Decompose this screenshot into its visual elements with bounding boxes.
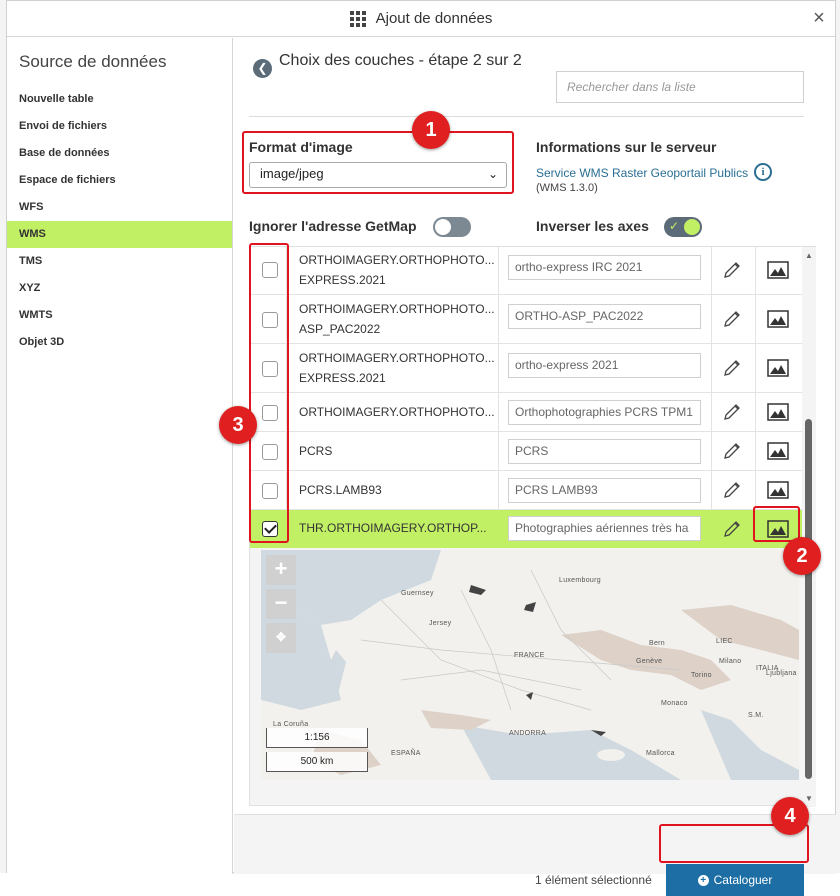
map-label: Monaco	[661, 700, 688, 707]
image-format-label: Format d'image	[249, 139, 353, 155]
map-label: Torino	[691, 672, 712, 679]
pencil-icon[interactable]	[722, 309, 742, 329]
layer-row[interactable]	[250, 295, 802, 344]
chevron-down-icon: ⌄	[487, 167, 498, 181]
scale-ratio: 1:156	[266, 728, 368, 748]
pencil-icon[interactable]	[722, 402, 742, 422]
grid-icon	[350, 11, 366, 27]
layer-name-line1: ORTHOIMAGERY.ORTHOPHOTO...	[299, 351, 495, 365]
layer-name-line1: ORTHOIMAGERY.ORTHOPHOTO...	[299, 405, 495, 419]
sidebar-item-wfs[interactable]: WFS	[19, 201, 44, 213]
sidebar-item-objet-3d[interactable]: Objet 3D	[19, 336, 65, 348]
annotation-badge-3: 3	[219, 406, 257, 444]
dialog-titlebar	[7, 1, 835, 37]
pencil-icon[interactable]	[722, 260, 742, 280]
scroll-thumb[interactable]	[805, 419, 812, 779]
sidebar	[7, 38, 233, 874]
map-label: Bern	[649, 640, 665, 647]
map-label: LIEC	[716, 638, 733, 645]
image-format-value: image/jpeg	[260, 166, 324, 181]
sidebar-item-wmts[interactable]: WMTS	[19, 309, 53, 321]
layer-name-line1: PCRS.LAMB93	[299, 483, 382, 497]
layer-title-input[interactable]: Orthophotographies PCRS TPM1	[508, 400, 701, 425]
pencil-icon[interactable]	[722, 358, 742, 378]
map-label: Guernsey	[401, 590, 434, 597]
layer-row-selected[interactable]	[250, 510, 802, 548]
locate-icon[interactable]: ✥	[266, 623, 296, 653]
map-label: FRANCE	[514, 652, 545, 659]
map-label: ANDORRA	[509, 730, 547, 737]
layer-row[interactable]	[250, 393, 802, 432]
invert-axes-toggle[interactable]: ✓	[664, 217, 702, 237]
layer-name-line1: ORTHOIMAGERY.ORTHOPHOTO...	[299, 253, 495, 267]
sidebar-item-espace-fichiers[interactable]: Espace de fichiers	[19, 174, 116, 186]
sidebar-item-base-donnees[interactable]: Base de données	[19, 147, 110, 159]
annotation-badge-1: 1	[412, 111, 450, 149]
map-preview[interactable]	[261, 550, 799, 780]
layer-title-input[interactable]: Photographies aériennes très ha	[508, 516, 701, 541]
layer-title-input[interactable]: PCRS LAMB93	[508, 478, 701, 503]
sidebar-item-envoi-fichiers[interactable]: Envoi de fichiers	[19, 120, 108, 132]
annotation-box-2	[753, 506, 800, 542]
layer-title-input[interactable]: ORTHO-ASP_PAC2022	[508, 304, 701, 329]
layer-name-line1: ORTHOIMAGERY.ORTHOPHOTO...	[299, 302, 495, 316]
layer-row[interactable]	[250, 432, 802, 471]
server-link[interactable]: Service WMS Raster Geoportail Publics	[536, 166, 749, 180]
sidebar-item-tms[interactable]: TMS	[19, 255, 43, 267]
map-label: Ljubljana	[766, 670, 797, 677]
plus-circle-icon: +	[698, 875, 709, 886]
layer-list-scrollbar[interactable]	[802, 247, 816, 807]
annotation-box-3	[249, 243, 289, 543]
annotation-badge-2: 2	[783, 537, 821, 575]
sidebar-item-xyz[interactable]: XYZ	[19, 282, 41, 294]
layer-name-line1: PCRS	[299, 444, 333, 458]
layer-list	[249, 246, 816, 806]
catalog-button-label: Cataloguer	[713, 873, 773, 887]
sidebar-item-nouvelle-table[interactable]: Nouvelle table	[19, 93, 94, 105]
step-title: Choix des couches - étape 2 sur 2	[279, 52, 522, 69]
annotation-badge-4: 4	[771, 797, 809, 835]
preview-image-icon[interactable]	[767, 359, 789, 377]
layer-title-input[interactable]: PCRS	[508, 439, 701, 464]
preview-image-icon[interactable]	[767, 261, 789, 279]
layer-name-line2: ASP_PAC2022	[299, 322, 381, 336]
map-label: Luxembourg	[559, 577, 601, 584]
ignore-getmap-label: Ignorer l'adresse GetMap	[249, 218, 417, 234]
invert-axes-label: Inverser les axes	[536, 218, 649, 234]
layer-name-line2: EXPRESS.2021	[299, 273, 386, 287]
preview-image-icon[interactable]	[767, 310, 789, 328]
background-page-edge-right	[836, 0, 840, 873]
server-info-label: Informations sur le serveur	[536, 139, 717, 155]
layer-row[interactable]	[250, 247, 802, 295]
ignore-getmap-toggle[interactable]	[433, 217, 471, 237]
close-icon[interactable]: ×	[813, 7, 825, 29]
preview-image-icon[interactable]	[767, 403, 789, 421]
back-arrow-icon[interactable]: ❮	[253, 59, 272, 78]
map-label: Mallorca	[646, 750, 675, 757]
server-version: (WMS 1.3.0)	[536, 182, 598, 194]
pencil-icon[interactable]	[722, 480, 742, 500]
layer-title-input[interactable]: ortho-express 2021	[508, 353, 701, 378]
sidebar-heading: Source de données	[19, 52, 167, 71]
map-label: La Coruña	[273, 721, 309, 728]
info-icon[interactable]: i	[754, 163, 772, 181]
layer-name-line2: EXPRESS.2021	[299, 371, 386, 385]
map-label: Milano	[719, 658, 742, 665]
map-label: S.M.	[748, 712, 764, 719]
map-label: ESPAÑA	[391, 750, 421, 757]
sidebar-item-wms[interactable]: WMS	[7, 221, 232, 248]
divider	[249, 116, 804, 117]
preview-image-icon[interactable]	[767, 481, 789, 499]
pencil-icon[interactable]	[722, 441, 742, 461]
catalog-button[interactable]	[666, 864, 804, 896]
map-label: Genève	[636, 658, 663, 665]
zoom-out-button[interactable]: −	[266, 589, 296, 619]
layer-row[interactable]	[250, 471, 802, 510]
dialog-title: Ajout de données	[375, 10, 493, 27]
layer-row[interactable]	[250, 344, 802, 393]
map-label: ITALIA	[756, 665, 779, 672]
selection-count: 1 élément sélectionné	[535, 873, 652, 887]
zoom-in-button[interactable]: +	[266, 555, 296, 585]
layer-title-input[interactable]: ortho-express IRC 2021	[508, 255, 701, 280]
search-input[interactable]	[556, 71, 804, 103]
layer-name-line1: THR.ORTHOIMAGERY.ORTHOP...	[299, 521, 487, 535]
scroll-up-icon[interactable]: ▲	[805, 251, 813, 260]
pencil-icon[interactable]	[722, 519, 742, 539]
map-label: Jersey	[429, 620, 452, 627]
preview-image-icon[interactable]	[767, 442, 789, 460]
scroll-down-icon[interactable]: ▼	[805, 794, 813, 803]
scale-distance: 500 km	[266, 752, 368, 772]
annotation-box-1	[242, 131, 514, 194]
